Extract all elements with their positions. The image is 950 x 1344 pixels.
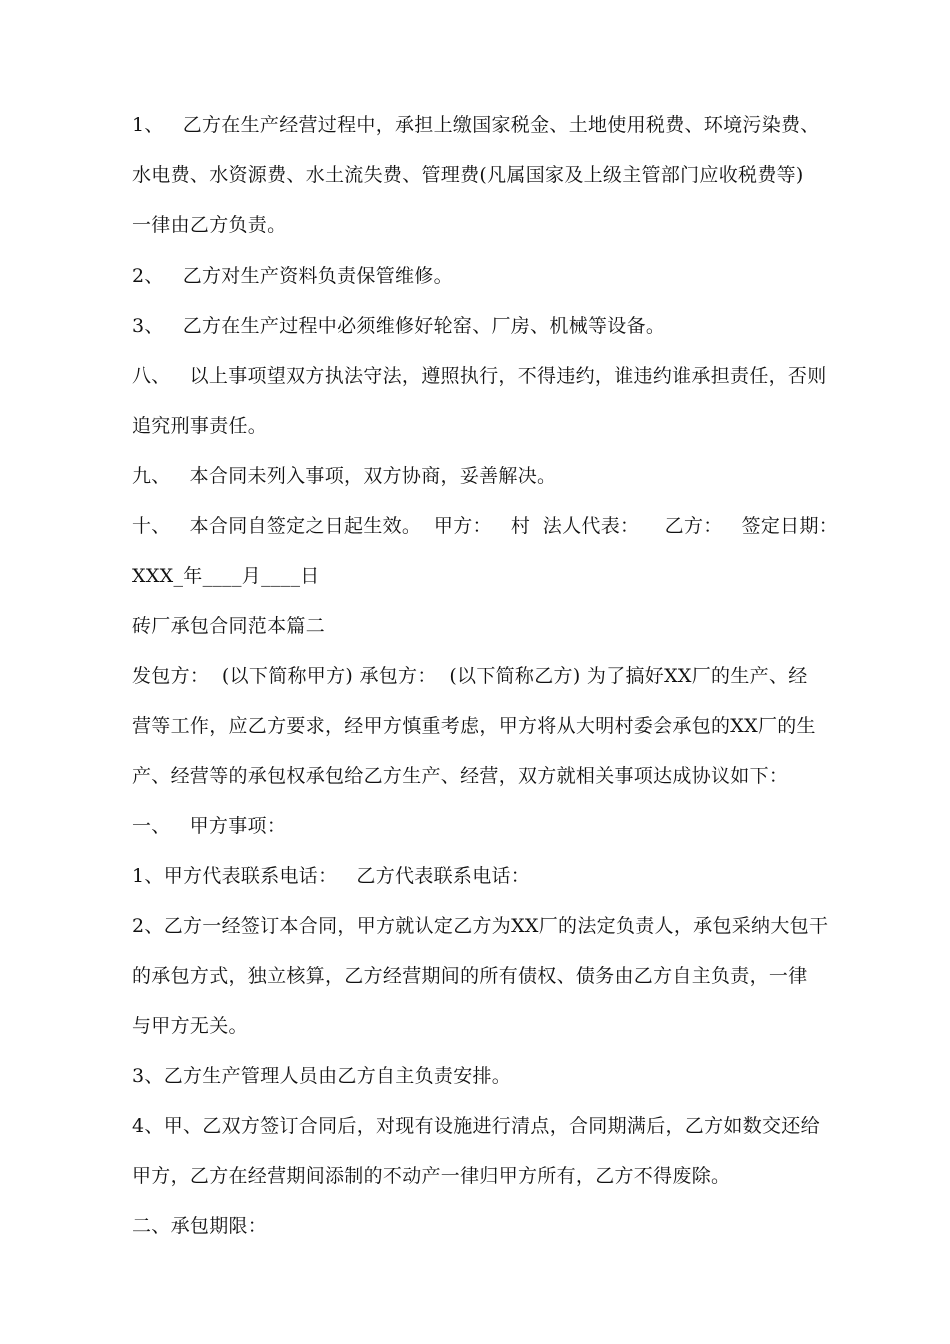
paragraph-line: 3、 乙方在生产过程中必须维修好轮窑、厂房、机械等设备。 — [132, 315, 666, 337]
paragraph-line: 一律由乙方负责。 — [132, 214, 287, 236]
paragraph-line: 与甲方无关。 — [132, 1015, 248, 1037]
paragraph-line: 十、 本合同自签定之日起生效。 甲方： 村 法人代表： 乙方： 签定日期： — [132, 515, 839, 537]
date-line: XXX_年____月____日 — [132, 565, 320, 587]
paragraph-line: 水电费、水资源费、水土流失费、管理费(凡属国家及上级主管部门应收税费等) — [132, 164, 804, 186]
paragraph-line: 甲方，乙方在经营期间添制的不动产一律归甲方所有，乙方不得废除。 — [132, 1165, 731, 1187]
paragraph-line: 4、甲、乙双方签订合同后，对现有设施进行清点，合同期满后，乙方如数交还给 — [132, 1115, 820, 1137]
paragraph-line: 追究刑事责任。 — [132, 415, 268, 437]
paragraph-line: 2、 乙方对生产资料负责保管维修。 — [132, 265, 453, 287]
paragraph-line: 九、 本合同未列入事项，双方协商，妥善解决。 — [132, 465, 557, 487]
paragraph-line: 2、乙方一经签订本合同，甲方就认定乙方为XX厂的法定负责人，承包采纳大包干 — [132, 915, 829, 937]
paragraph-line: 的承包方式，独立核算，乙方经营期间的所有债权、债务由乙方自主负责，一律 — [132, 965, 808, 987]
paragraph-line: 产、经营等的承包权承包给乙方生产、经营，双方就相关事项达成协议如下： — [132, 765, 789, 787]
paragraph-line: 发包方： (以下简称甲方) 承包方： (以下简称乙方) 为了搞好XX厂的生产、经 — [132, 665, 808, 687]
section-heading: 砖厂承包合同范本篇二 — [132, 615, 326, 637]
paragraph-line: 1、甲方代表联系电话： 乙方代表联系电话： — [132, 865, 531, 887]
paragraph-line: 3、乙方生产管理人员由乙方自主负责安排。 — [132, 1065, 512, 1087]
paragraph-line: 八、 以上事项望双方执法守法，遵照执行，不得违约，谁违约谁承担责任，否则 — [132, 365, 827, 387]
subsection-heading: 二、承包期限： — [132, 1215, 268, 1237]
paragraph-line: 1、 乙方在生产经营过程中，承担上缴国家税金、土地使用税费、环境污染费、 — [132, 114, 820, 136]
paragraph-line: 营等工作，应乙方要求，经甲方慎重考虑，甲方将从大明村委会承包的XX厂的生 — [132, 715, 816, 737]
subsection-heading: 一、 甲方事项： — [132, 815, 287, 837]
